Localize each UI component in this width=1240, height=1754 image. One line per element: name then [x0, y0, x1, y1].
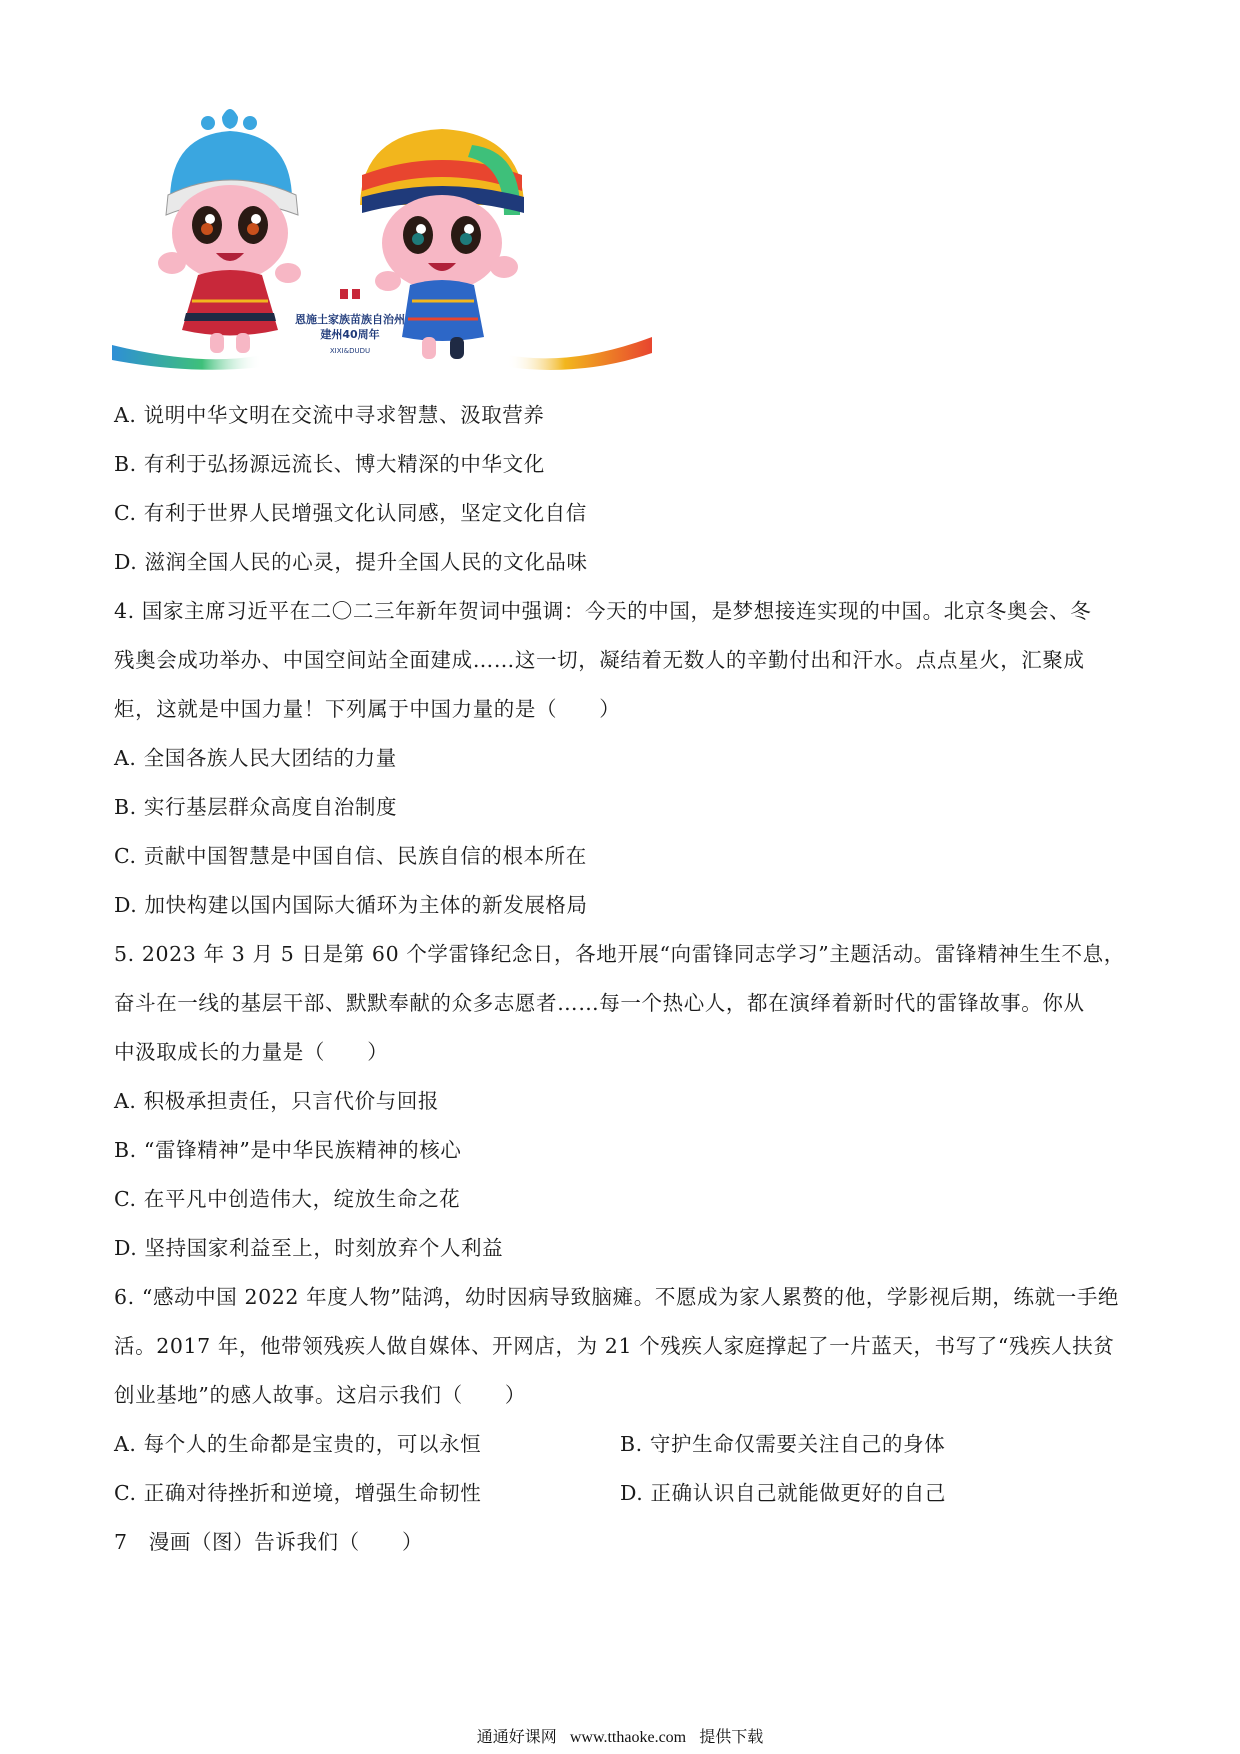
q6-option-a: A. 每个人的生命都是宝贵的，可以永恒 — [114, 1432, 482, 1456]
q4-option-a: A. 全国各族人民大团结的力量 — [114, 746, 397, 770]
q3-option-a: A. 说明中华文明在交流中寻求智慧、汲取营养 — [114, 403, 545, 427]
q6-option-d: D. 正确认识自己就能做更好的自己 — [620, 1481, 946, 1505]
page-footer — [0, 1725, 1240, 1750]
q4-option-d: D. 加快构建以国内国际大循环为主体的新发展格局 — [114, 893, 588, 917]
caption-line-2: 建州40周年 — [320, 328, 380, 341]
q4-stem-line-2: 残奥会成功举办、中国空间站全面建成……这一切，凝结着无数人的辛勤付出和汗水。点点星火，汇聚成 — [114, 648, 1085, 672]
footer-suffix: 提供下载 — [699, 1727, 764, 1746]
q5-stem-line-1: 5. 2023 年 3 月 5 日是第 60 个学雷锋纪念日，各地开展“向雷锋同志学习”主题活动。雷锋精神生生不息， — [114, 942, 1125, 966]
q5-option-a: A. 积极承担责任，只言代价与回报 — [114, 1089, 440, 1113]
q4-option-b: B. 实行基层群众高度自治制度 — [114, 795, 398, 819]
q4-stem-line-1: 4. 国家主席习近平在二〇二三年新年贺词中强调：今天的中国，是梦想接连实现的中国。北京冬奥会、冬 — [114, 599, 1092, 623]
q4-stem-line-3: 炬，这就是中国力量！下列属于中国力量的是（ ） — [114, 697, 621, 721]
q5-option-b: B. “雷锋精神”是中华民族精神的核心 — [114, 1138, 462, 1162]
caption-sub: XIXI&DUDU — [329, 347, 371, 355]
q5-stem-line-3: 中汲取成长的力量是（ ） — [114, 1040, 389, 1064]
q7-stem: 7 漫画（图）告诉我们（ ） — [114, 1530, 424, 1554]
q6-stem-line-3: 创业基地”的感人故事。这启示我们（ ） — [114, 1383, 526, 1407]
mascot-illustration — [112, 105, 652, 380]
q6-stem-line-2: 活。2017 年，他带领残疾人做自媒体、开网店，为 21 个残疾人家庭撑起了一片蓝天，书写了“残疾人扶贫 — [114, 1334, 1115, 1358]
q6-stem-line-1: 6. “感动中国 2022 年度人物”陆鸿，幼时因病导致脑瘫。不愿成为家人累赘的他，学影视后期，练就一手绝 — [114, 1285, 1120, 1309]
q3-option-d: D. 滋润全国人民的心灵，提升全国人民的文化品味 — [114, 550, 588, 574]
q6-option-c: C. 正确对待挫折和逆境，增强生命韧性 — [114, 1481, 482, 1505]
q4-option-c: C. 贡献中国智慧是中国自信、民族自信的根本所在 — [114, 844, 587, 868]
left-mascot — [158, 109, 301, 353]
q3-option-c: C. 有利于世界人民增强文化认同感，坚定文化自信 — [114, 501, 587, 525]
caption-line-1: 恩施土家族苗族自治州 — [295, 313, 405, 326]
footer-url[interactable]: www.tthaoke.com — [569, 1729, 687, 1746]
footer-site-name: 通通好课网 — [476, 1727, 557, 1746]
q6-option-b: B. 守护生命仅需要关注自己的身体 — [620, 1432, 946, 1456]
q5-option-d: D. 坚持国家利益至上，时刻放弃个人利益 — [114, 1236, 504, 1260]
q3-option-b: B. 有利于弘扬源远流长、博大精深的中华文化 — [114, 452, 545, 476]
q5-stem-line-2: 奋斗在一线的基层干部、默默奉献的众多志愿者……每一个热心人，都在演绎着新时代的雷锋故事。你从 — [114, 991, 1085, 1015]
q5-option-c: C. 在平凡中创造伟大，绽放生命之花 — [114, 1187, 461, 1211]
logo-mark — [340, 289, 348, 299]
